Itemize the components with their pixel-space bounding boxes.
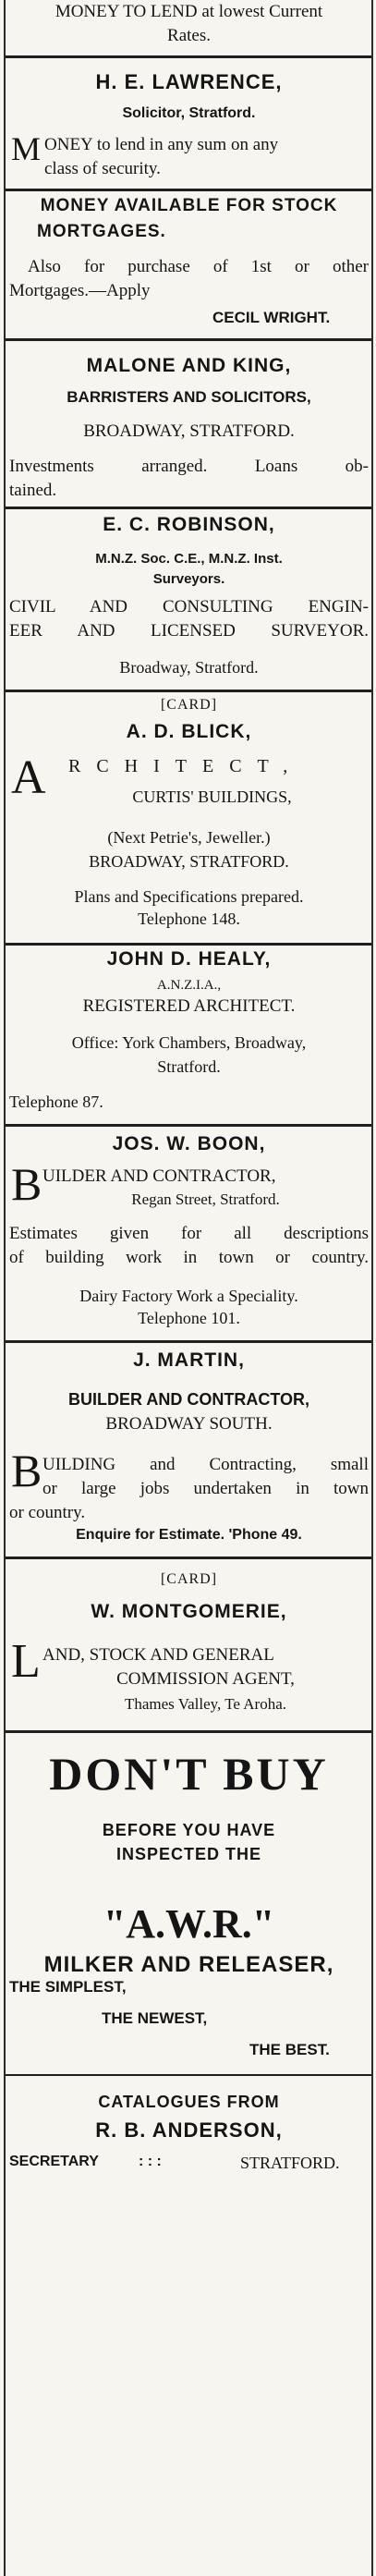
money-lend-line1: MONEY TO LEND at lowest Current [55,2,323,21]
robinson-quals2: Surveyors. [152,571,225,587]
blick-address: BROADWAY, STRATFORD. [89,852,289,871]
wright-head1: MONEY AVAILABLE FOR STOCK [40,196,338,215]
awr-catalogues: CATALOGUES FROM [98,2093,280,2111]
lawrence-title: Solicitor, Stratford. [122,105,256,121]
blick-card: [CARD] [160,697,218,713]
wright-body2: Mortgages.—Apply [9,281,151,300]
column-border-right [371,0,373,2576]
healy-role: REGISTERED ARCHITECT. [82,996,296,1016]
awr-simplest: THE SIMPLEST, [9,1978,127,1996]
montgomerie-address: Thames Valley, Te Aroha. [124,1695,287,1713]
blick-plans: Plans and Specifications prepared. [74,887,304,906]
healy-quals: A.N.Z.I.A., [156,978,222,993]
awr-dots: : : : [139,2154,162,2169]
healy-name: JOHN D. HEALY, [106,948,272,970]
montgomerie-drop-cap: L [11,1635,41,1688]
lawrence-name: H. E. LAWRENCE, [95,70,283,93]
blick-name: A. D. BLICK, [126,721,252,742]
martin-body3: or country. [9,1503,86,1522]
malone-title: BARRISTERS AND SOLICITORS, [67,388,311,406]
divider [6,507,371,509]
boon-address: Regan Street, Stratford. [131,1190,280,1208]
awr-town: STRATFORD. [240,2154,340,2172]
wright-head2: MORTGAGES. [37,222,166,241]
boon-dairy: Dairy Factory Work a Speciality. [79,1287,298,1305]
malone-name: MALONE AND KING, [86,355,292,376]
montgomerie-body1: AND, STOCK AND GENERAL [42,1645,274,1665]
lawrence-body1: ONEY to lend in any sum on any [44,135,279,154]
money-lend-line2: Rates. [167,26,211,45]
healy-office1: Office: York Chambers, Broadway, [71,1033,307,1052]
column-border-left [4,0,6,2576]
boon-estimates1: Estimates given for all descriptions [9,1224,369,1243]
divider [6,1340,371,1343]
boon-drop-cap: B [11,1158,42,1210]
boon-name: JOS. W. BOON, [112,1133,266,1154]
awr-subtitle: MILKER AND RELEASER, [43,1952,334,1977]
blick-building: CURTIS' BUILDINGS, [132,787,292,806]
boon-telephone: Telephone 101. [138,1309,240,1327]
montgomerie-name: W. MONTGOMERIE, [91,1601,287,1622]
martin-name: J. MARTIN, [133,1349,245,1371]
robinson-name: E. C. ROBINSON, [103,514,275,535]
healy-telephone: Telephone 87. [9,1093,103,1111]
divider [6,943,371,946]
blick-role: RCHITECT, [68,756,304,776]
divider [6,338,371,341]
lawrence-drop-cap: M [11,130,42,167]
divider [6,189,371,191]
awr-headline: DON'T BUY [49,1748,329,1800]
robinson-quals: M.N.Z. Soc. C.E., M.N.Z. Inst. [95,551,283,567]
awr-newest: THE NEWEST, [102,2009,208,2027]
boon-role: UILDER AND CONTRACTOR, [42,1166,276,1186]
martin-role: BUILDER AND CONTRACTOR, [68,1390,309,1409]
boon-estimates2: of building work in town or country. [9,1248,369,1267]
malone-body1: Investments arranged. Loans ob- [9,457,369,476]
blick-drop-cap: A [11,751,46,804]
awr-line2: INSPECTED THE [115,1845,262,1863]
awr-agent: R. B. ANDERSON, [95,2118,283,2142]
martin-address: BROADWAY SOUTH. [105,1414,273,1434]
divider [6,2074,371,2076]
awr-product: "A.W.R." [103,1901,275,1947]
wright-body1: Also for purchase of 1st or other [28,257,369,276]
wright-name: CECIL WRIGHT. [212,309,331,326]
divider [6,1124,371,1127]
awr-line1: BEFORE YOU HAVE [102,1821,276,1839]
healy-office2: Stratford. [157,1057,221,1076]
robinson-address: Broadway, Stratford. [119,658,259,677]
divider [6,1730,371,1733]
malone-address: BROADWAY, STRATFORD. [83,421,295,441]
malone-body2: tained. [9,481,57,500]
robinson-role1: CIVIL AND CONSULTING ENGIN- [9,597,369,617]
martin-drop-cap: B [11,1445,42,1496]
divider [6,1557,371,1559]
awr-secretary: SECRETARY [9,2154,99,2169]
martin-enquire: Enquire for Estimate. 'Phone 49. [76,1527,302,1543]
lawrence-body2: class of security. [44,159,161,178]
blick-telephone: Telephone 148. [138,910,240,928]
martin-body2: or large jobs undertaken in town [42,1479,369,1498]
martin-body1: UILDING and Contracting, small [42,1455,369,1474]
blick-near: (Next Petrie's, Jeweller.) [107,828,271,847]
montgomerie-body2: COMMISSION AGENT, [116,1669,295,1689]
divider [6,690,371,692]
montgomerie-card: [CARD] [160,1571,218,1587]
awr-best: THE BEST. [249,2041,330,2058]
divider [6,55,371,58]
robinson-role2: EER AND LICENSED SURVEYOR. [9,621,369,641]
